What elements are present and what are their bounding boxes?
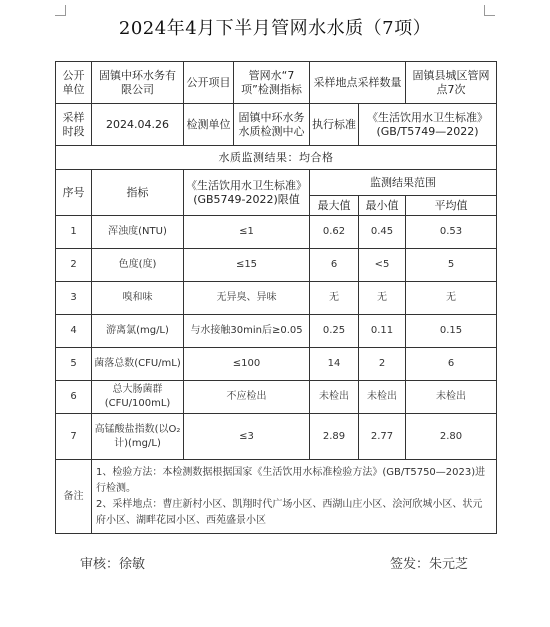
col-min: 最小值 — [359, 196, 406, 216]
row-indicator: 高锰酸盐指数(以O₂计)(mg/L) — [92, 414, 184, 460]
row-seq: 6 — [56, 381, 92, 414]
row-min: 0.45 — [359, 216, 406, 249]
row-limit: ≤1 — [184, 216, 310, 249]
col-range: 监测结果范围 — [310, 170, 497, 196]
table-row — [56, 348, 497, 381]
unit-value: 固镇中环水务水质检测中心 — [234, 104, 310, 146]
row-seq: 7 — [56, 414, 92, 460]
row-min: 2.77 — [359, 414, 406, 460]
project-value: 管网水“7项”检测指标 — [234, 62, 310, 104]
col-max: 最大值 — [310, 196, 359, 216]
unit-label: 检测单位 — [184, 104, 234, 146]
row-min: <5 — [359, 249, 406, 282]
time-label: 采样时段 — [56, 104, 92, 146]
page-title: 2024年4月下半月管网水水质（7项） — [118, 18, 432, 39]
row-max: 2.89 — [310, 414, 359, 460]
issuer-signature: 签发：朱元芝 — [390, 557, 469, 572]
table-row — [56, 282, 497, 315]
row-avg: 0.53 — [406, 216, 497, 249]
row-min: 2 — [359, 348, 406, 381]
reviewer-signature: 审核：徐敏 — [80, 557, 146, 572]
publisher-label: 公开单位 — [56, 62, 92, 104]
table-row — [56, 414, 497, 460]
header-row-time — [56, 104, 497, 146]
column-header-row — [56, 170, 497, 196]
result-summary: 水质监测结果：均合格 — [56, 146, 497, 170]
row-avg: 6 — [406, 348, 497, 381]
row-avg: 未检出 — [406, 381, 497, 414]
row-seq: 3 — [56, 282, 92, 315]
table-row — [56, 216, 497, 249]
row-avg: 2.80 — [406, 414, 497, 460]
row-limit: 不应检出 — [184, 381, 310, 414]
row-indicator: 浑浊度(NTU) — [92, 216, 184, 249]
sampling-label: 采样地点采样数量 — [310, 62, 406, 104]
row-avg: 0.15 — [406, 315, 497, 348]
col-limit: 《生活饮用水卫生标准》(GB5749-2022)限值 — [184, 170, 310, 216]
row-max: 6 — [310, 249, 359, 282]
row-min: 未检出 — [359, 381, 406, 414]
row-max: 无 — [310, 282, 359, 315]
remarks-content — [92, 460, 497, 534]
row-limit: ≤15 — [184, 249, 310, 282]
row-avg: 5 — [406, 249, 497, 282]
row-seq: 5 — [56, 348, 92, 381]
table-row — [56, 315, 497, 348]
water-quality-table — [55, 61, 497, 534]
row-max: 14 — [310, 348, 359, 381]
remarks-line-2: 2、采样地点：曹庄新村小区、凯翔时代广场小区、西湖山庄小区、浍河欣城小区、状元府小区、湖畔花园小区、西苑盛景小区 — [96, 498, 483, 526]
row-seq: 4 — [56, 315, 92, 348]
table-row — [56, 249, 497, 282]
row-limit: 无异臭、异味 — [184, 282, 310, 315]
standard-label: 执行标准 — [310, 104, 359, 146]
row-indicator: 菌落总数(CFU/mL) — [92, 348, 184, 381]
table-row — [56, 381, 497, 414]
row-seq: 1 — [56, 216, 92, 249]
time-value: 2024.04.26 — [92, 104, 184, 146]
row-avg: 无 — [406, 282, 497, 315]
result-row — [56, 146, 497, 170]
remarks-line-1: 1、检验方法：本检测数据根据国家《生活饮用水标准检验方法》(GB/T5750—2023)进行检测。 — [96, 466, 486, 494]
row-max: 0.25 — [310, 315, 359, 348]
row-min: 无 — [359, 282, 406, 315]
remarks-row — [56, 460, 497, 534]
header-row-publisher — [56, 62, 497, 104]
col-seq: 序号 — [56, 170, 92, 216]
row-indicator: 嗅和味 — [92, 282, 184, 315]
publisher-value: 固镇中环水务有限公司 — [92, 62, 184, 104]
row-indicator: 游离氯(mg/L) — [92, 315, 184, 348]
remarks-label: 备注 — [56, 460, 92, 534]
row-min: 0.11 — [359, 315, 406, 348]
row-limit: 与水接触30min后≥0.05 — [184, 315, 310, 348]
row-indicator: 总大肠菌群(CFU/100mL) — [92, 381, 184, 414]
row-limit: ≤100 — [184, 348, 310, 381]
row-max: 未检出 — [310, 381, 359, 414]
row-indicator: 色度(度) — [92, 249, 184, 282]
row-max: 0.62 — [310, 216, 359, 249]
row-seq: 2 — [56, 249, 92, 282]
row-limit: ≤3 — [184, 414, 310, 460]
project-label: 公开项目 — [184, 62, 234, 104]
col-avg: 平均值 — [406, 196, 497, 216]
sampling-value: 固镇县城区管网点7次 — [406, 62, 497, 104]
col-indicator: 指标 — [92, 170, 184, 216]
standard-value: 《生活饮用水卫生标准》(GB/T5749—2022) — [359, 104, 497, 146]
